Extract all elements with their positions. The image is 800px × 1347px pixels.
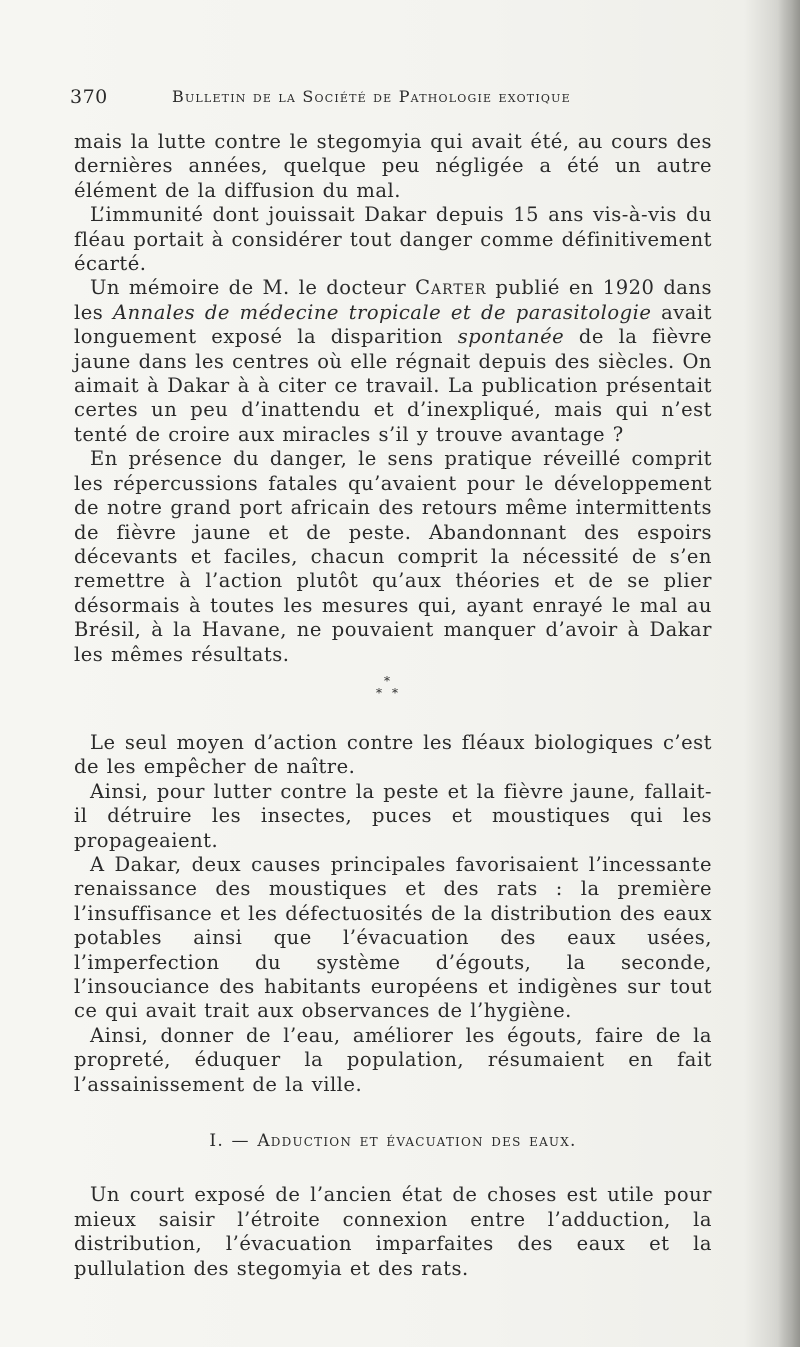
paragraph-immunity: L’immunité dont jouissait Dakar depuis 15 ans vis-à-vis du fléau portait à considérer tout danger comme définitivement écarté. xyxy=(74,203,712,276)
page-number: 370 xyxy=(70,86,108,108)
article-body xyxy=(74,130,712,1281)
section-heading: I. — Adduction et évacuation des eaux. xyxy=(209,1131,577,1152)
paragraph-continuation: mais la lutte contre le stegomyia qui avait été, au cours des dernières années, quelque peu négligée a été un autre élément de la diffusion du mal. xyxy=(74,130,712,202)
author-name: Carter xyxy=(415,276,487,300)
carter-post: de la fièvre jaune dans les centres où elle régnait depuis des siècles. On aimait à Dakar à à citer ce travail. La publication présentait certes un peu d’inattendu et d’inexpliqué, mais qui n’est tenté de croire aux miracles s’il y trouve avantage ? xyxy=(74,325,712,446)
emphasis-spontanee: spontanée xyxy=(457,325,565,349)
paragraph-ainsi-donner: Ainsi, donner de l’eau, améliorer les égouts, faire de la propreté, éduquer la population, résumaient en fait l’assainissement de la ville. xyxy=(74,1023,712,1096)
paragraph-danger: En présence du danger, le sens pratique réveillé comprit les répercussions fatales qu’avaient pour le développement de notre grand port africain des retours même intermittents de fièvre jaune et de peste. Abandonnant des espoirs décevants et faciles, chacun comprit la nécessité de s’en remettre à l’action plutôt qu’aux théories et de se plier désormais à toutes les mesures qui, ayant enrayé le mal au Brésil, à la Havane, ne pouvaient manquer d’avoir à Dakar les mêmes résultats. xyxy=(74,447,712,666)
asterism-star-top: * xyxy=(384,673,391,688)
carter-mid1: publié en 1920 dans les xyxy=(74,276,712,324)
paragraph-court-expose: Un court exposé de l’ancien état de choses est utile pour mieux saisir l’étroite connexion entre l’adduction, la distribution, l’évacuation imparfaites des eaux et la pullulation des stegomyia et des rats. xyxy=(74,1183,712,1280)
asterism-star-right: * xyxy=(392,685,399,700)
paragraph-ainsi-lutter: Ainsi, pour lutter contre la peste et la fièvre jaune, fallait-il détruire les insectes, puces et moustiques qui les propageaient. xyxy=(74,779,712,852)
page-edge-shadow xyxy=(778,0,800,1347)
paragraph-carter-memoir xyxy=(74,276,712,447)
carter-mid2: avait longuement exposé la disparition xyxy=(74,300,712,349)
asterism-separator xyxy=(74,671,712,719)
paragraph-dakar-causes: A Dakar, deux causes principales favorisaient l’incessante renaissance des moustiques et des rats : la première l’insuffisance et les défectuosités de la distribution des eaux potables ainsi que l’évacuation des eaux usées, l’imperfection du système d’égouts, la seconde, l’insouciance des habitants européens et indigènes sur tout ce qui avait trait aux observances de l’hygiène. xyxy=(74,852,712,1023)
paragraph-seul-moyen: Le seul moyen d’action contre les fléaux biologiques c’est de les empêcher de naître. xyxy=(74,730,712,779)
asterism-star-left: * xyxy=(376,685,383,700)
journal-title: Annales de médecine tropicale et de parasitologie xyxy=(113,300,652,324)
running-title: Bulletin de la Société de Pathologie exotique xyxy=(172,87,571,106)
page-header xyxy=(70,86,710,112)
carter-pre: Un mémoire de M. le docteur xyxy=(90,276,416,300)
